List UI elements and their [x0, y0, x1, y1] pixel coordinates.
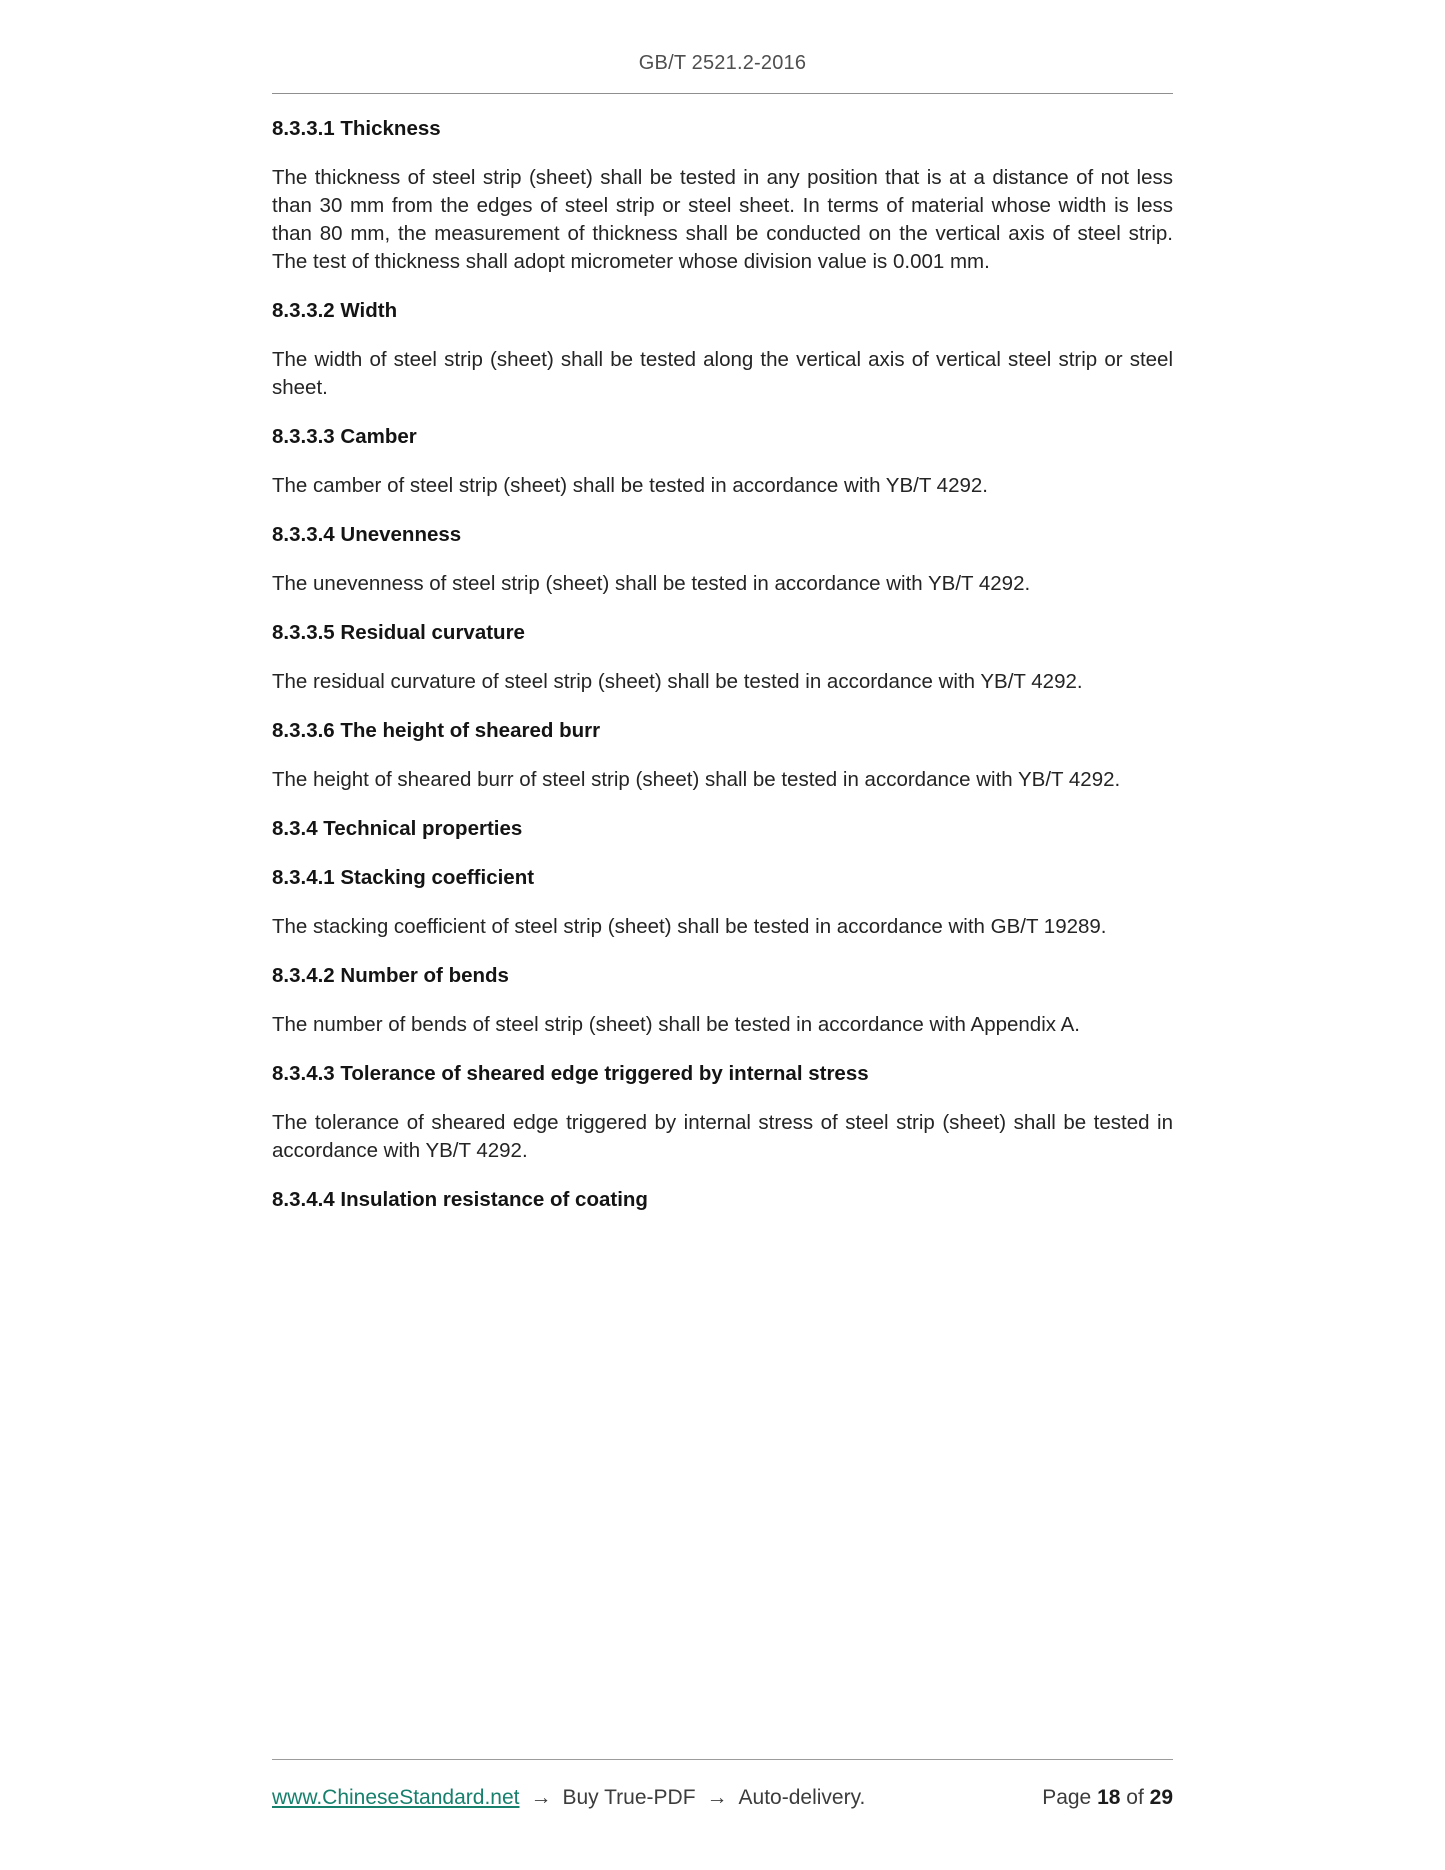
footer-buy-text: Buy True-PDF: [562, 1786, 696, 1809]
of-word: of: [1126, 1786, 1144, 1809]
footer-delivery-text: Auto-delivery.: [738, 1786, 866, 1809]
section-paragraph: The thickness of steel strip (sheet) shall be tested in any position that is at a distance of not less than 30 mm from the edges of steel strip or steel sheet. In terms of material whose width is less than 80 mm, the measurement of thickness shall be conducted on the vertical axis of steel strip. The test of thickness shall adopt micrometer whose division value is 0.001 mm.: [272, 166, 1173, 273]
section-heading: 8.3.3.1 Thickness: [272, 117, 441, 140]
page-footer: [272, 1759, 1173, 1810]
section-heading: 8.3.3.6 The height of sheared burr: [272, 719, 601, 742]
document-body: [272, 115, 1173, 1214]
section-heading: 8.3.4.1 Stacking coefficient: [272, 866, 535, 889]
section-paragraph: The stacking coefficient of steel strip (sheet) shall be tested in accordance with GB/T 19289.: [272, 915, 1107, 938]
arrow-icon: →: [530, 1786, 552, 1809]
section-paragraph: The camber of steel strip (sheet) shall be tested in accordance with YB/T 4292.: [272, 474, 988, 497]
website-link[interactable]: www.ChineseStandard.net: [272, 1786, 520, 1809]
section-heading: 8.3.3.3 Camber: [272, 425, 417, 448]
section-heading: 8.3.3.5 Residual curvature: [272, 621, 525, 644]
section-paragraph: The width of steel strip (sheet) shall be tested along the vertical axis of vertical steel strip or steel sheet.: [272, 348, 1173, 399]
footer-divider: [272, 1759, 1173, 1760]
section-paragraph: The height of sheared burr of steel strip (sheet) shall be tested in accordance with YB/T 4292.: [272, 768, 1121, 791]
section-heading: 8.3.4.4 Insulation resistance of coating: [272, 1188, 648, 1211]
section-heading: 8.3.4 Technical properties: [272, 817, 523, 840]
footer-row: [272, 1786, 1173, 1810]
footer-source: [272, 1786, 865, 1810]
section-heading: 8.3.4.3 Tolerance of sheared edge triggered by internal stress: [272, 1062, 869, 1085]
section-paragraph: The tolerance of sheared edge triggered by internal stress of steel strip (sheet) shall be tested in accordance with YB/T 4292.: [272, 1111, 1173, 1162]
section-heading: 8.3.4.2 Number of bends: [272, 964, 509, 987]
page-header: [272, 52, 1173, 75]
total-page-number: 29: [1149, 1786, 1173, 1809]
page-word: Page: [1042, 1786, 1092, 1809]
section-heading: 8.3.3.2 Width: [272, 299, 398, 322]
section-paragraph: The unevenness of steel strip (sheet) shall be tested in accordance with YB/T 4292.: [272, 572, 1031, 595]
current-page-number: 18: [1097, 1786, 1121, 1809]
header-divider: [272, 93, 1173, 94]
section-paragraph: The number of bends of steel strip (sheet) shall be tested in accordance with Appendix A.: [272, 1013, 1080, 1036]
arrow-icon: →: [706, 1786, 728, 1809]
standard-number: GB/T 2521.2-2016: [638, 52, 807, 74]
section-paragraph: The residual curvature of steel strip (sheet) shall be tested in accordance with YB/T 4292.: [272, 670, 1083, 693]
page-indicator: [1042, 1786, 1173, 1810]
section-heading: 8.3.3.4 Unevenness: [272, 523, 462, 546]
